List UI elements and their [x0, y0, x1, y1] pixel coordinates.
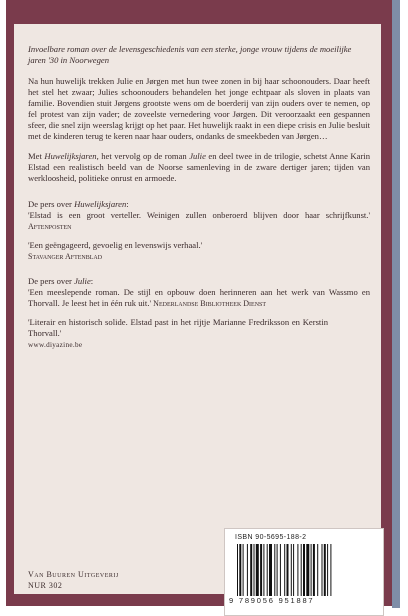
series-book-title-2: Julie — [189, 151, 206, 162]
quote-source: Aftenposten — [28, 222, 72, 232]
publisher-name: Van Buuren Uitgeverij — [28, 570, 119, 579]
press-label-huwelijksjaren — [28, 199, 370, 210]
isbn-number: ISBN 90-5695-188-2 — [235, 534, 307, 541]
nur-code: NUR 302 — [28, 581, 63, 590]
press-quote — [28, 317, 328, 351]
blurb-panel — [14, 24, 381, 605]
press-label-prefix: De pers over — [28, 199, 75, 210]
press-label-title: Huwelijksjaren — [74, 199, 127, 210]
quote-source-url: www.diyazine.be — [28, 341, 83, 350]
press-label-suffix: : — [126, 199, 129, 210]
press-quote — [28, 287, 370, 309]
cover-edge — [392, 0, 400, 608]
press-label-title: Julie — [74, 276, 91, 287]
press-label-julie — [28, 276, 370, 287]
publisher-info — [28, 569, 119, 591]
synopsis-paragraph: Na hun huwelijk trekken Julie en Jørgen met hun twee zonen in bij haar schoonouders. Daar heeft het stel het zwaar; Julies schoonouders behandelen het jonge echtpaar als sloven in plaats van familie. Bovendien stuit Jørgens grootste wens om de boerderij van zijn ouders over te nemen, op fel protest van zijn vader; de zoveelste vernedering voor Jørgen. Dit veroorzaakt een gespannen sfeer, die snel zijn weerslag krijgt op het paar. Het huwelijk raakt in een diepe crisis en Julie besluit met de kinderen terug te keren naar haar ouders, ondanks de smeekbeden van Jørgen… — [28, 76, 370, 142]
press-label-prefix: De pers over — [28, 276, 75, 287]
series-text-2: , het vervolg op de roman — [96, 151, 190, 162]
quote-text: 'Een meeslepende roman. De stijl en opbouw doen herinneren aan het werk van Wassmo en Thorvall. Je leest het in één ruk uit.' — [28, 287, 370, 309]
series-text-3: en deel twee in de trilogie, schetst Anne Karin Elstad een realistisch beeld van de Noorse samenleving in de zware dertiger jaren; tijden van werkloosheid, politieke onrust en armoede. — [28, 151, 370, 184]
press-quote — [28, 210, 370, 232]
ean-number: 9 789056 951887 — [229, 596, 315, 605]
barcode-icon — [235, 544, 373, 596]
press-label-suffix: : — [90, 276, 94, 287]
quote-source: Nederlandse Bibliotheek Dienst — [153, 299, 267, 309]
quote-source: Stavanger Aftenblad — [28, 252, 103, 262]
quote-text: 'Een geëngageerd, gevoelig en levenswijs verhaal.' — [28, 240, 203, 251]
barcode-label — [224, 528, 384, 616]
series-paragraph — [28, 151, 370, 184]
blurb-text-block — [28, 44, 370, 359]
series-book-title-1: Huwelijksjaren — [44, 151, 97, 162]
press-quote — [28, 240, 370, 262]
quote-text: 'Literair en historisch solide. Elstad past in het rijtje Marianne Fredriksson en Kerstin Thorvall.' — [28, 317, 328, 339]
intro-tagline: Invoelbare roman over de levensgeschiedenis van een sterke, jonge vrouw tijdens de moeilijke jaren '30 in Noorwegen — [28, 44, 352, 66]
quote-text: 'Elstad is een groot verteller. Weinigen zullen onberoerd blijven door haar schrijfkunst.' — [28, 210, 370, 221]
series-text-1: Met — [28, 151, 45, 162]
